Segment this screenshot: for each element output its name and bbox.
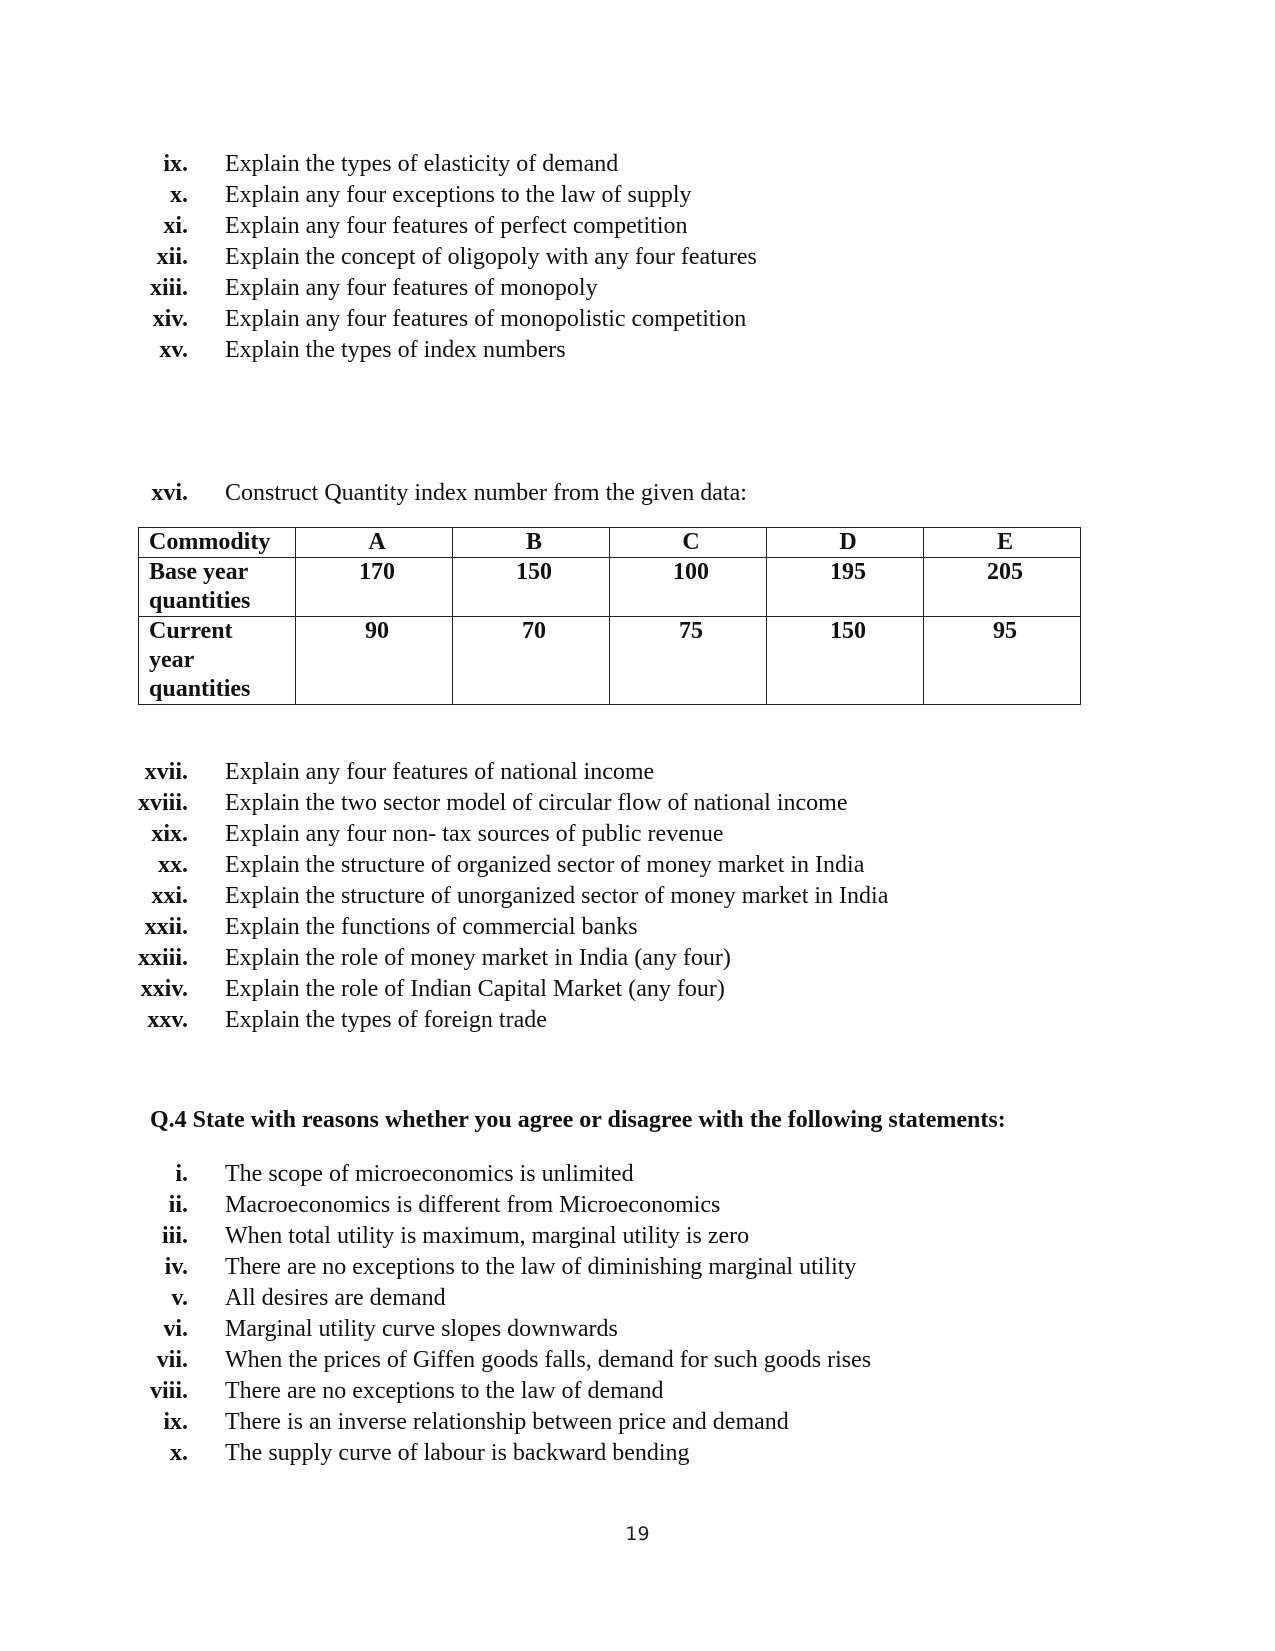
item-text: There are no exceptions to the law of diminishing marginal utility	[225, 1254, 857, 1280]
item-number: xx.	[158, 852, 188, 878]
list-item	[0, 912, 1275, 943]
item-text: Explain the types of foreign trade	[225, 1007, 547, 1033]
item-number: xix.	[151, 821, 188, 847]
item-text: Explain the types of index numbers	[225, 337, 566, 363]
item-number: ix.	[163, 151, 188, 177]
row-label: Current year quantities	[139, 617, 296, 705]
list-item	[0, 273, 1275, 304]
header-cell: C	[610, 528, 767, 558]
table-cell: 150	[453, 558, 610, 617]
list-item	[0, 1221, 1275, 1252]
item-number: ix.	[163, 1409, 188, 1435]
list-item	[0, 881, 1275, 912]
item-text: Explain any four features of perfect competition	[225, 213, 688, 239]
item-number: viii.	[149, 1378, 188, 1404]
list-item	[0, 788, 1275, 819]
item-text: Explain any four non- tax sources of public revenue	[225, 821, 724, 847]
item-text: When total utility is maximum, marginal utility is zero	[225, 1223, 750, 1249]
item-text: Explain the structure of organized sector of money market in India	[225, 852, 865, 878]
question-xvi	[0, 478, 1275, 509]
table-row	[139, 558, 1081, 617]
list-item	[0, 757, 1275, 788]
q4-heading: Q.4 State with reasons whether you agree or disagree with the following statements:	[150, 1107, 1006, 1133]
item-text: Explain the structure of unorganized sector of money market in India	[225, 883, 889, 909]
list-item	[0, 211, 1275, 242]
question-list-ix-xv	[0, 149, 1275, 366]
table-cell: 150	[767, 617, 924, 705]
item-number: xiv.	[152, 306, 188, 332]
item-text: The supply curve of labour is backward bending	[225, 1440, 690, 1466]
item-text: Construct Quantity index number from the given data:	[225, 480, 747, 506]
item-text: Explain the role of Indian Capital Market (any four)	[225, 976, 725, 1002]
item-text: The scope of microeconomics is unlimited	[225, 1161, 634, 1187]
header-cell: A	[296, 528, 453, 558]
item-text: Explain the concept of oligopoly with any four features	[225, 244, 757, 270]
item-number: xv.	[159, 337, 188, 363]
table-cell: 70	[453, 617, 610, 705]
item-number: xvi.	[151, 480, 188, 506]
table-row	[139, 617, 1081, 705]
table-cell: 90	[296, 617, 453, 705]
item-number: xii.	[156, 244, 188, 270]
item-text: Explain the types of elasticity of demand	[225, 151, 619, 177]
item-number: xxii.	[144, 914, 188, 940]
page-number: 19	[625, 1523, 650, 1545]
list-item	[0, 850, 1275, 881]
item-number: xi.	[163, 213, 188, 239]
item-number: xxiii.	[137, 945, 188, 971]
item-number: xvii.	[144, 759, 188, 785]
list-item	[0, 478, 1275, 509]
item-text: There is an inverse relationship between price and demand	[225, 1409, 789, 1435]
header-cell: E	[924, 528, 1081, 558]
table-cell: 205	[924, 558, 1081, 617]
item-number: vi.	[163, 1316, 188, 1342]
header-cell: D	[767, 528, 924, 558]
item-number: i.	[175, 1161, 188, 1187]
list-item	[0, 1283, 1275, 1314]
list-item	[0, 974, 1275, 1005]
item-number: vii.	[156, 1347, 188, 1373]
item-text: Marginal utility curve slopes downwards	[225, 1316, 618, 1342]
table-cell: 100	[610, 558, 767, 617]
item-number: x.	[170, 182, 188, 208]
list-item	[0, 180, 1275, 211]
quantity-data-table	[138, 527, 1081, 705]
list-item	[0, 1190, 1275, 1221]
header-cell: Commodity	[139, 528, 296, 558]
list-item	[0, 149, 1275, 180]
item-number: xiii.	[149, 275, 188, 301]
row-label: Base year quantities	[139, 558, 296, 617]
item-text: Explain the two sector model of circular flow of national income	[225, 790, 848, 816]
list-item	[0, 819, 1275, 850]
item-number: iv.	[164, 1254, 188, 1280]
item-text: Explain the functions of commercial banks	[225, 914, 638, 940]
table-cell: 170	[296, 558, 453, 617]
item-text: Explain any four features of national income	[225, 759, 655, 785]
list-item	[0, 1005, 1275, 1036]
list-item	[0, 1376, 1275, 1407]
item-text: Explain any four features of monopoly	[225, 275, 598, 301]
list-item	[0, 1314, 1275, 1345]
item-text: Explain any four features of monopolistic competition	[225, 306, 747, 332]
item-number: xxi.	[151, 883, 188, 909]
list-item	[0, 1345, 1275, 1376]
item-number: iii.	[161, 1223, 188, 1249]
list-item	[0, 242, 1275, 273]
item-number: xxv.	[147, 1007, 188, 1033]
table-cell: 195	[767, 558, 924, 617]
item-number: v.	[171, 1285, 188, 1311]
list-item	[0, 1438, 1275, 1469]
list-item	[0, 1252, 1275, 1283]
item-number: xxiv.	[140, 976, 188, 1002]
item-text: Explain any four exceptions to the law of supply	[225, 182, 692, 208]
item-text: There are no exceptions to the law of demand	[225, 1378, 664, 1404]
item-number: xviii.	[137, 790, 188, 816]
item-text: Macroeconomics is different from Microeconomics	[225, 1192, 721, 1218]
list-item	[0, 335, 1275, 366]
item-number: ii.	[168, 1192, 188, 1218]
item-text: Explain the role of money market in India (any four)	[225, 945, 731, 971]
table-header-row	[139, 528, 1081, 558]
item-text: All desires are demand	[225, 1285, 446, 1311]
header-cell: B	[453, 528, 610, 558]
item-text: When the prices of Giffen goods falls, demand for such goods rises	[225, 1347, 872, 1373]
list-item	[0, 943, 1275, 974]
list-item	[0, 304, 1275, 335]
list-item	[0, 1407, 1275, 1438]
statement-list	[0, 1159, 1275, 1469]
table-cell: 75	[610, 617, 767, 705]
list-item	[0, 1159, 1275, 1190]
item-number: x.	[170, 1440, 188, 1466]
table-cell: 95	[924, 617, 1081, 705]
question-list-xvii-xxv	[0, 757, 1275, 1036]
